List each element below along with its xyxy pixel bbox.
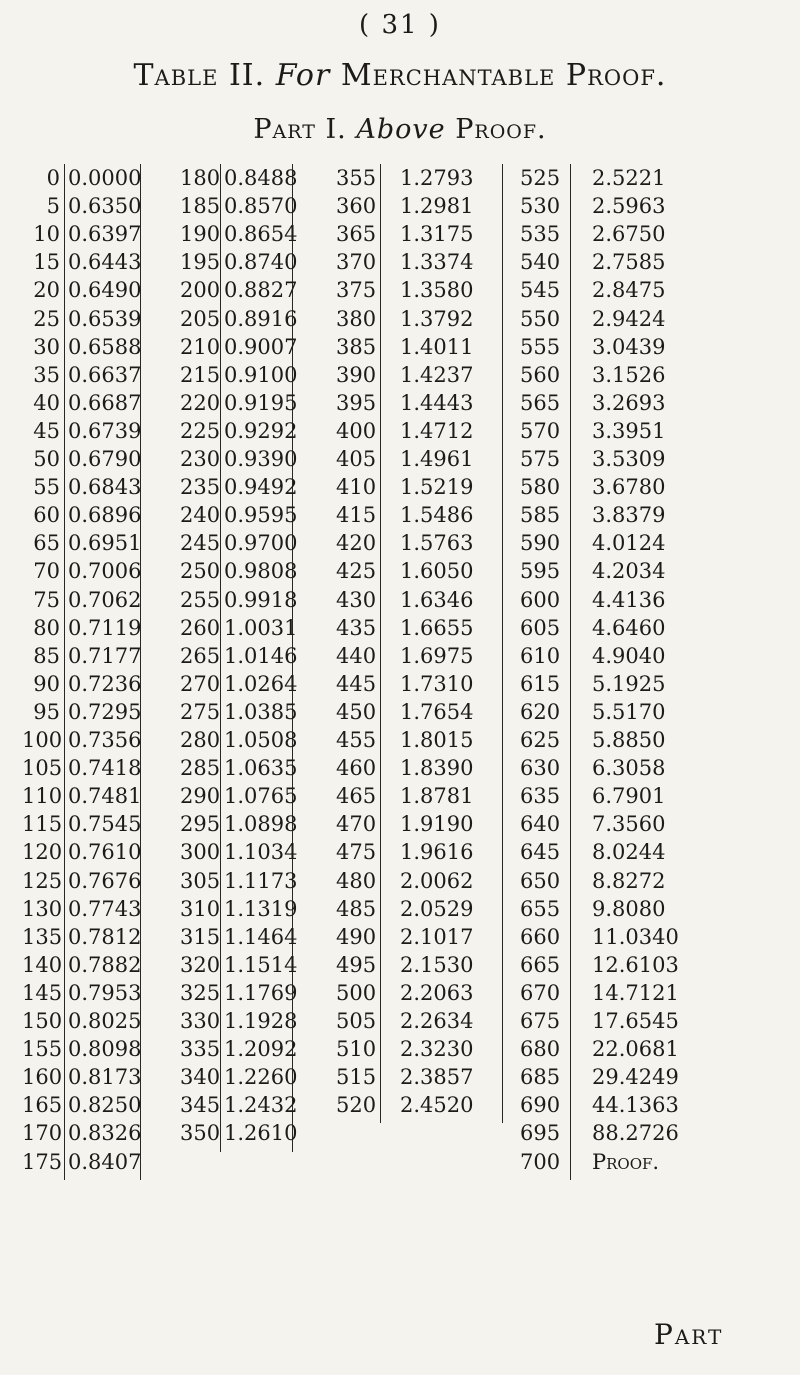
value-cell: 2.0062 [400,868,474,893]
column-divider [220,164,221,1152]
value-cell: 0.7418 [68,756,142,781]
degree-cell: 215 [180,362,221,387]
degree-cell: 280 [180,728,221,752]
title-lead: Table II. [133,58,266,93]
degree-cell: 140 [22,952,63,977]
value-cell: 2.3230 [400,1037,474,1062]
degree-cell: 575 [520,447,561,471]
value-cell: 0.7610 [68,840,142,865]
value-cell: 0.8740 [224,250,298,275]
degree-cell: 600 [520,587,561,612]
value-cell: 1.2981 [400,194,474,219]
value-cell: 1.4712 [400,418,474,443]
value-cell: 44.1363 [592,1093,679,1118]
degree-cell: 230 [180,447,221,471]
degree-cell: 180 [180,166,221,190]
degree-cell: 35 [33,362,60,387]
value-cell: 1.1928 [224,1009,298,1033]
degree-cell: 515 [336,1065,377,1090]
subtitle-rest: Proof. [455,114,547,145]
degree-cell: 585 [520,503,561,528]
page-subtitle [30,114,770,145]
value-cell: 1.4237 [400,362,474,387]
degree-cell: 300 [180,840,221,865]
value-cell: 3.2693 [592,390,666,415]
value-cell: 0.8407 [68,1149,142,1174]
degree-cell: 65 [33,531,60,556]
value-cell: 0.9007 [224,334,298,359]
degree-cell: 640 [520,812,561,837]
degree-cell: 465 [336,784,377,809]
degree-cell: 430 [336,587,377,612]
degree-cell: 250 [180,559,221,584]
degree-cell: 445 [336,671,377,696]
value-cell: 0.8916 [224,306,298,331]
value-cell: 2.4520 [400,1093,474,1118]
value-cell: 0.9292 [224,418,298,443]
degree-cell: 45 [33,418,60,443]
degree-cell: 40 [33,390,60,415]
degree-cell: 130 [22,896,63,921]
degree-cell: 605 [520,615,561,640]
degree-cell: 210 [180,334,221,359]
degree-cell: 620 [520,699,561,724]
value-cell: 2.8475 [592,278,666,303]
value-cell: 1.1464 [224,924,298,949]
degree-cell: 635 [520,784,561,809]
degree-cell: 235 [180,475,221,500]
value-cell: 0.8025 [68,1009,142,1033]
degree-cell: 680 [520,1037,561,1062]
degree-cell: 185 [180,194,221,219]
degree-cell: 255 [180,587,221,612]
degree-cell: 555 [520,334,561,359]
value-cell: 1.0765 [224,784,298,809]
value-cell: 1.6346 [400,587,474,612]
degree-cell: 370 [336,250,377,275]
degree-cell: 335 [180,1037,221,1062]
value-cell: 0.6397 [68,222,142,247]
value-cell: 0.7006 [68,559,142,584]
degree-cell: 475 [336,840,377,865]
value-cell: 1.1769 [224,980,298,1005]
degree-cell: 75 [33,587,60,612]
degree-cell: 440 [336,643,377,668]
value-cell: 0.7812 [68,924,142,949]
value-cell: 5.1925 [592,671,666,696]
value-cell: 1.0146 [224,643,298,668]
value-cell: 0.6350 [68,194,142,219]
degree-cell: 450 [336,699,377,724]
degree-cell: 125 [22,868,63,893]
value-cell: 1.9190 [400,812,474,837]
column-divider [380,164,381,1123]
degree-cell: 375 [336,278,377,303]
value-cell: 14.7121 [592,980,679,1005]
degree-cell: 580 [520,475,561,500]
value-cell: 0.9492 [224,475,298,500]
value-cell: 4.9040 [592,643,666,668]
degree-cell: 200 [180,278,221,303]
degree-cell: 530 [520,194,561,219]
value-cell: 2.1530 [400,952,474,977]
value-cell: 2.9424 [592,306,666,331]
value-cell: 1.8015 [400,728,474,752]
degree-cell: 455 [336,728,377,752]
value-cell: 0.9390 [224,447,298,471]
catchword: Part [654,1318,724,1351]
value-cell: 0.7545 [68,812,142,837]
degree-cell: 525 [520,166,561,190]
value-cell: 2.2063 [400,980,474,1005]
value-cell: 1.1319 [224,896,298,921]
degree-cell: 510 [336,1037,377,1062]
value-cell: 3.1526 [592,362,666,387]
degree-cell: 205 [180,306,221,331]
degree-cell: 565 [520,390,561,415]
value-cell: 11.0340 [592,924,679,949]
degree-cell: 260 [180,615,221,640]
degree-cell: 0 [46,166,60,190]
value-cell: 0.7295 [68,699,142,724]
degree-cell: 590 [520,531,561,556]
degree-cell: 305 [180,868,221,893]
strength-table [22,164,782,1304]
degree-cell: 540 [520,250,561,275]
degree-cell: 290 [180,784,221,809]
value-cell: 2.6750 [592,222,666,247]
degree-cell: 315 [180,924,221,949]
value-cell: 1.3792 [400,306,474,331]
degree-cell: 480 [336,868,377,893]
degree-cell: 660 [520,924,561,949]
value-cell: 3.6780 [592,475,666,500]
value-cell: 1.7654 [400,699,474,724]
value-cell: 17.6545 [592,1009,679,1033]
value-cell: 1.6050 [400,559,474,584]
degree-cell: 685 [520,1065,561,1090]
value-cell: 0.9100 [224,362,298,387]
degree-cell: 175 [22,1149,63,1174]
value-cell: 6.7901 [592,784,666,809]
value-cell: 1.2260 [224,1065,298,1090]
degree-cell: 220 [180,390,221,415]
degree-cell: 615 [520,671,561,696]
degree-cell: 195 [180,250,221,275]
subtitle-italic: Above [356,114,446,145]
value-cell: 1.9616 [400,840,474,865]
value-cell: 2.1017 [400,924,474,949]
degree-cell: 665 [520,952,561,977]
degree-cell: 350 [180,1121,221,1146]
value-cell: 8.0244 [592,840,666,865]
degree-cell: 190 [180,222,221,247]
degree-cell: 155 [22,1037,63,1062]
degree-cell: 80 [33,615,60,640]
degree-cell: 20 [33,278,60,303]
value-cell: 0.9595 [224,503,298,528]
value-cell: 0.8488 [224,166,298,190]
value-cell: 3.3951 [592,418,666,443]
value-cell: 0.6490 [68,278,142,303]
degree-cell: 70 [33,559,60,584]
value-cell: 7.3560 [592,812,666,837]
degree-cell: 50 [33,447,60,471]
degree-cell: 400 [336,418,377,443]
degree-cell: 275 [180,699,221,724]
value-cell: 0.7356 [68,728,142,752]
degree-cell: 645 [520,840,561,865]
value-cell: 0.0000 [68,166,142,190]
value-cell: 1.1514 [224,952,298,977]
degree-cell: 15 [33,250,60,275]
value-cell: 5.8850 [592,728,666,752]
degree-cell: 435 [336,615,377,640]
value-cell: 0.7676 [68,868,142,893]
value-cell: 2.5221 [592,166,666,190]
value-cell: 1.0264 [224,671,298,696]
degree-cell: 100 [22,728,63,752]
degree-cell: 570 [520,418,561,443]
value-cell: Proof. [592,1149,660,1174]
value-cell: 88.2726 [592,1121,679,1146]
value-cell: 1.4011 [400,334,474,359]
value-cell: 0.8827 [224,278,298,303]
column-group-4 [520,164,740,1176]
value-cell: 0.8570 [224,194,298,219]
value-cell: 9.8080 [592,896,666,921]
degree-cell: 170 [22,1121,63,1146]
degree-cell: 365 [336,222,377,247]
value-cell: 0.6951 [68,531,142,556]
degree-cell: 385 [336,334,377,359]
degree-cell: 495 [336,952,377,977]
degree-cell: 340 [180,1065,221,1090]
degree-cell: 395 [336,390,377,415]
value-cell: 1.7310 [400,671,474,696]
value-cell: 2.5963 [592,194,666,219]
value-cell: 22.0681 [592,1037,679,1062]
degree-cell: 225 [180,418,221,443]
value-cell: 1.1034 [224,840,298,865]
degree-cell: 520 [336,1093,377,1118]
value-cell: 1.2793 [400,166,474,190]
degree-cell: 630 [520,756,561,781]
value-cell: 1.6655 [400,615,474,640]
value-cell: 1.0635 [224,756,298,781]
degree-cell: 560 [520,362,561,387]
degree-cell: 265 [180,643,221,668]
value-cell: 1.2432 [224,1093,298,1118]
degree-cell: 410 [336,475,377,500]
column-divider [502,164,503,1123]
degree-cell: 675 [520,1009,561,1033]
degree-cell: 25 [33,306,60,331]
value-cell: 0.9700 [224,531,298,556]
degree-cell: 690 [520,1093,561,1118]
value-cell: 2.0529 [400,896,474,921]
degree-cell: 110 [22,784,63,809]
value-cell: 1.3374 [400,250,474,275]
degree-cell: 135 [22,924,63,949]
degree-cell: 650 [520,868,561,893]
value-cell: 1.4443 [400,390,474,415]
degree-cell: 145 [22,980,63,1005]
degree-cell: 120 [22,840,63,865]
value-cell: 3.5309 [592,447,666,471]
degree-cell: 295 [180,812,221,837]
degree-cell: 30 [33,334,60,359]
degree-cell: 380 [336,306,377,331]
value-cell: 1.5219 [400,475,474,500]
degree-cell: 695 [520,1121,561,1146]
value-cell: 1.0385 [224,699,298,724]
value-cell: 4.4136 [592,587,666,612]
degree-cell: 360 [336,194,377,219]
value-cell: 0.7481 [68,784,142,809]
value-cell: 1.1173 [224,868,298,893]
subtitle-lead: Part I. [253,114,347,145]
value-cell: 0.6790 [68,447,142,471]
value-cell: 0.8654 [224,222,298,247]
value-cell: 1.0508 [224,728,298,752]
degree-cell: 60 [33,503,60,528]
degree-cell: 390 [336,362,377,387]
degree-cell: 310 [180,896,221,921]
value-cell: 4.2034 [592,559,666,584]
value-cell: 0.6896 [68,503,142,528]
value-cell: 0.6637 [68,362,142,387]
value-cell: 1.2610 [224,1121,298,1146]
value-cell: 1.8781 [400,784,474,809]
degree-cell: 240 [180,503,221,528]
column-divider [64,164,65,1180]
value-cell: 1.6975 [400,643,474,668]
value-cell: 1.0031 [224,615,298,640]
degree-cell: 85 [33,643,60,668]
value-cell: 0.7953 [68,980,142,1005]
value-cell: 0.7743 [68,896,142,921]
page-number: ( 31 ) [359,10,441,40]
value-cell: 0.8326 [68,1121,142,1146]
value-cell: 12.6103 [592,952,679,977]
degree-cell: 55 [33,475,60,500]
degree-cell: 90 [33,671,60,696]
value-cell: 4.0124 [592,531,666,556]
degree-cell: 355 [336,166,377,190]
degree-cell: 330 [180,1009,221,1033]
degree-cell: 345 [180,1093,221,1118]
degree-cell: 160 [22,1065,63,1090]
value-cell: 1.5763 [400,531,474,556]
degree-cell: 425 [336,559,377,584]
value-cell: 0.6588 [68,334,142,359]
degree-cell: 655 [520,896,561,921]
value-cell: 2.2634 [400,1009,474,1033]
value-cell: 0.6443 [68,250,142,275]
degree-cell: 405 [336,447,377,471]
degree-cell: 105 [22,756,63,781]
degree-cell: 460 [336,756,377,781]
degree-cell: 470 [336,812,377,837]
value-cell: 0.6687 [68,390,142,415]
value-cell: 0.7882 [68,952,142,977]
value-cell: 0.7236 [68,671,142,696]
value-cell: 1.0898 [224,812,298,837]
degree-cell: 415 [336,503,377,528]
degree-cell: 325 [180,980,221,1005]
value-cell: 0.8173 [68,1065,142,1090]
value-cell: 5.5170 [592,699,666,724]
value-cell: 1.4961 [400,447,474,471]
value-cell: 0.9808 [224,559,298,584]
degree-cell: 670 [520,980,561,1005]
page-title [30,58,770,93]
value-cell: 0.6539 [68,306,142,331]
value-cell: 8.8272 [592,868,666,893]
degree-cell: 10 [33,222,60,247]
value-cell: 1.3580 [400,278,474,303]
title-rest: Merchantable Proof. [340,58,667,93]
value-cell: 0.9195 [224,390,298,415]
value-cell: 0.6739 [68,418,142,443]
degree-cell: 485 [336,896,377,921]
value-cell: 1.3175 [400,222,474,247]
degree-cell: 550 [520,306,561,331]
degree-cell: 270 [180,671,221,696]
column-divider [570,164,571,1180]
value-cell: 0.7177 [68,643,142,668]
degree-cell: 625 [520,728,561,752]
value-cell: 29.4249 [592,1065,679,1090]
degree-cell: 700 [520,1149,561,1174]
value-cell: 0.7062 [68,587,142,612]
value-cell: 6.3058 [592,756,666,781]
value-cell: 1.2092 [224,1037,298,1062]
value-cell: 0.6843 [68,475,142,500]
degree-cell: 505 [336,1009,377,1033]
degree-cell: 595 [520,559,561,584]
value-cell: 0.7119 [68,615,142,640]
value-cell: 2.7585 [592,250,666,275]
degree-cell: 285 [180,756,221,781]
degree-cell: 545 [520,278,561,303]
degree-cell: 320 [180,952,221,977]
value-cell: 2.3857 [400,1065,474,1090]
value-cell: 1.8390 [400,756,474,781]
degree-cell: 535 [520,222,561,247]
value-cell: 0.9918 [224,587,298,612]
degree-cell: 610 [520,643,561,668]
degree-cell: 165 [22,1093,63,1118]
degree-cell: 5 [46,194,60,219]
degree-cell: 95 [33,699,60,724]
value-cell: 0.8250 [68,1093,142,1118]
degree-cell: 490 [336,924,377,949]
title-italic: For [275,58,331,93]
degree-cell: 150 [22,1009,63,1033]
value-cell: 3.0439 [592,334,666,359]
degree-cell: 115 [22,812,63,837]
degree-cell: 420 [336,531,377,556]
value-cell: 3.8379 [592,503,666,528]
value-cell: 4.6460 [592,615,666,640]
degree-cell: 245 [180,531,221,556]
value-cell: 0.8098 [68,1037,142,1062]
value-cell: 1.5486 [400,503,474,528]
degree-cell: 500 [336,980,377,1005]
